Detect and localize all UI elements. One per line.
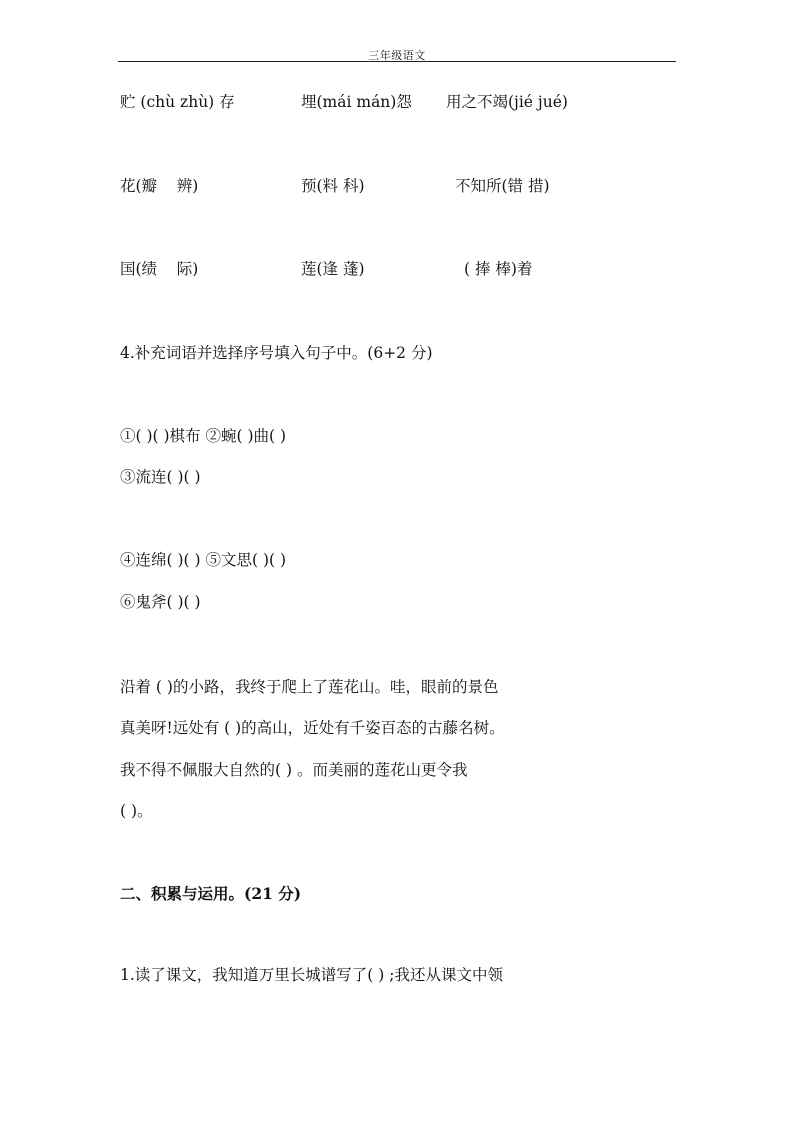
question-4-title: 4.补充词语并选择序号填入句子中。(6+2 分) <box>120 344 433 362</box>
word-fill-line: ③流连( )( ) <box>120 468 201 486</box>
choose-item: ( 捧 棒)着 <box>464 260 533 278</box>
choose-item: 花(瓣 辨) <box>120 177 199 195</box>
pinyin-item: 用之不竭(jié jué) <box>446 93 568 111</box>
header-rule <box>118 61 676 62</box>
word-fill-line: ④连绵( )( ) ⑤文思( )( ) <box>120 551 287 569</box>
pinyin-item: 埋(mái mán)怨 <box>301 93 412 111</box>
section-2-question-1: 1.读了课文，我知道万里长城谱写了( ) ;我还从课文中领 <box>120 966 503 984</box>
sentence-line: 我不得不佩服大自然的( ) 。而美丽的莲花山更令我 <box>120 761 468 779</box>
page-header: 三年级语文 <box>368 49 426 62</box>
section-2-title: 二、积累与运用。(21 分) <box>120 884 302 903</box>
pinyin-item: 贮 (chù zhù) 存 <box>120 93 235 111</box>
sentence-line: 沿着 ( )的小路，我终于爬上了莲花山。哇，眼前的景色 <box>120 678 499 696</box>
choose-item: 国(绩 际) <box>120 260 199 278</box>
sentence-line: 真美呀!远处有 ( )的高山，近处有千姿百态的古藤名树。 <box>120 719 505 737</box>
word-fill-line: ①( )( )棋布 ②蜿( )曲( ) <box>120 427 287 445</box>
choose-item: 莲(逢 蓬) <box>301 260 365 278</box>
word-fill-line: ⑥鬼斧( )( ) <box>120 593 201 611</box>
sentence-line: ( )。 <box>120 802 153 820</box>
choose-item: 不知所(错 措) <box>455 177 550 195</box>
choose-item: 预(料 科) <box>301 177 365 195</box>
